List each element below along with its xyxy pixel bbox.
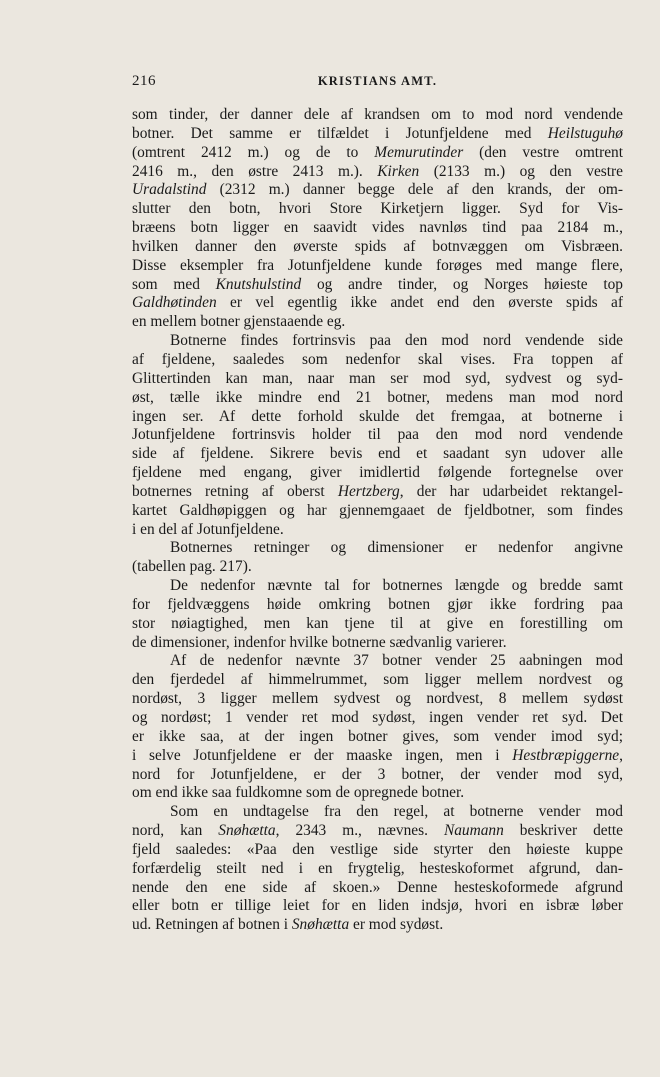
text-line: Botnerne findes fortrinsvis paa den mod nord vendende side <box>170 332 623 350</box>
text-line: Af de nedenfor nævnte 37 botner vender 25 aabningen mod <box>170 652 623 670</box>
text-line: 2416 m., den østre 2413 m.). Kirken (2133 m.) og den vestre <box>132 162 624 180</box>
text-line: for fjeldvæggens høide omkring botnen gjør ikke fordring paa <box>132 595 623 613</box>
text-line: de dimensioner, indenfor hvilke botnerne sædvanlig varierer. <box>132 633 507 651</box>
text-line: i en del af Jotunfjeldene. <box>132 520 284 538</box>
text-line: forfærdelig steilt ned i en frygtelig, hesteskoformet afgrund, dan- <box>132 859 623 877</box>
text-line: nord for Jotunfjeldene, er der 3 botner, der vender mod syd, <box>132 765 623 783</box>
text-line: nende den ene side af skoen.» Denne hesteskoformede afgrund <box>132 878 623 896</box>
page-header <box>132 73 623 93</box>
text-line: nord, kan Snøhætta, 2343 m., nævnes. Naumann beskriver dette <box>132 822 623 840</box>
text-line: botnernes retning af oberst Hertzberg, der har udarbeidet rektangel- <box>132 482 624 500</box>
text-line: om end ikke saa fuldkomne som de opregnede botner. <box>132 784 465 802</box>
text-line: Disse eksempler fra Jotunfjeldene kunde forøges med mange flere, <box>132 256 623 274</box>
text-line: ud. Retningen af botnen i Snøhætta er mod sydøst. <box>132 916 444 934</box>
running-head: KRISTIANS AMT. <box>317 74 438 88</box>
text-line: (tabellen pag. 217). <box>132 558 252 576</box>
text-line: fjeld saaledes: «Paa den vestlige side styrter den høieste kuppe <box>132 840 623 858</box>
text-line: som med Knutshulstind og andre tinder, og Norges høieste top <box>132 275 623 293</box>
text-line: en mellem botner gjenstaaende eg. <box>132 313 346 331</box>
text-line: De nedenfor nævnte tal for botnernes længde og bredde samt <box>170 577 623 595</box>
text-line: er ikke saa, at der ingen botner gives, som vender imod syd; <box>132 727 623 745</box>
text-line: Jotunfjeldene fortrinsvis holder til paa den mod nord vendende <box>132 426 623 444</box>
text-line: eller botn er tillige leiet for en liden indsjø, hvori en isbræ løber <box>132 897 623 915</box>
text-line: nordøst, 3 ligger mellem sydvest og nordvest, 8 mellem sydøst <box>132 690 623 708</box>
text-line: den fjerdedel af himmelrummet, som ligger mellem nordvest og <box>132 671 623 689</box>
text-line: side af fjeldene. Sikrere bevis end et saadant syn udover alle <box>132 445 623 463</box>
text-line: bræens botn ligger en saavidt vides navnløs tind paa 2184 m., <box>132 219 623 237</box>
page-number: 216 <box>132 73 156 89</box>
text-line: Som en undtagelse fra den regel, at botnerne vender mod <box>170 803 623 821</box>
text-line: og nordøst; 1 vender ret mod sydøst, ingen vender ret syd. Det <box>132 709 623 726</box>
text-line: Botnernes retninger og dimensioner er nedenfor angivne <box>170 539 623 557</box>
text-line: (omtrent 2412 m.) og de to Memurutinder (den vestre omtrent <box>132 143 623 161</box>
text-line: fjeldene med engang, giver imidlertid følgende fortegnelse over <box>132 464 623 482</box>
text-line: ingen ser. Af dette forhold skulde det fremgaa, at botnerne i <box>132 407 623 425</box>
text-line: i selve Jotunfjeldene er der maaske ingen, men i Hestbræpiggerne, <box>132 746 623 764</box>
text-line: kartet Galdhøpiggen og har gjennemgaaet de fjeldbotner, som findes <box>132 501 623 519</box>
text-line: slutter den botn, hvori Store Kirketjern ligger. Syd for Vis- <box>132 200 623 218</box>
text-line: som tinder, der danner dele af krandsen om to mod nord vendende <box>132 106 623 123</box>
text-line: Uradalstind (2312 m.) danner begge dele af den krands, der om- <box>132 181 623 199</box>
text-line: Galdhøtinden er vel egentlig ikke andet end den øverste spids af <box>132 294 623 312</box>
body-text <box>132 106 623 935</box>
text-line: Glittertinden kan man, naar man ser mod syd, sydvest og syd- <box>132 369 623 387</box>
text-line: øst, tælle ikke mindre end 21 botner, medens man mod nord <box>132 388 623 406</box>
text-line: stor nøiagtighed, men kan tjene til at give en forestilling om <box>132 614 623 632</box>
text-line: af fjeldene, saaledes som nedenfor skal vises. Fra toppen af <box>132 350 623 368</box>
text-line: hvilken danner den øverste spids af botnvæggen om Visbræen. <box>132 237 623 255</box>
text-line: botner. Det samme er tilfældet i Jotunfjeldene med Heilstuguhø <box>132 124 623 142</box>
